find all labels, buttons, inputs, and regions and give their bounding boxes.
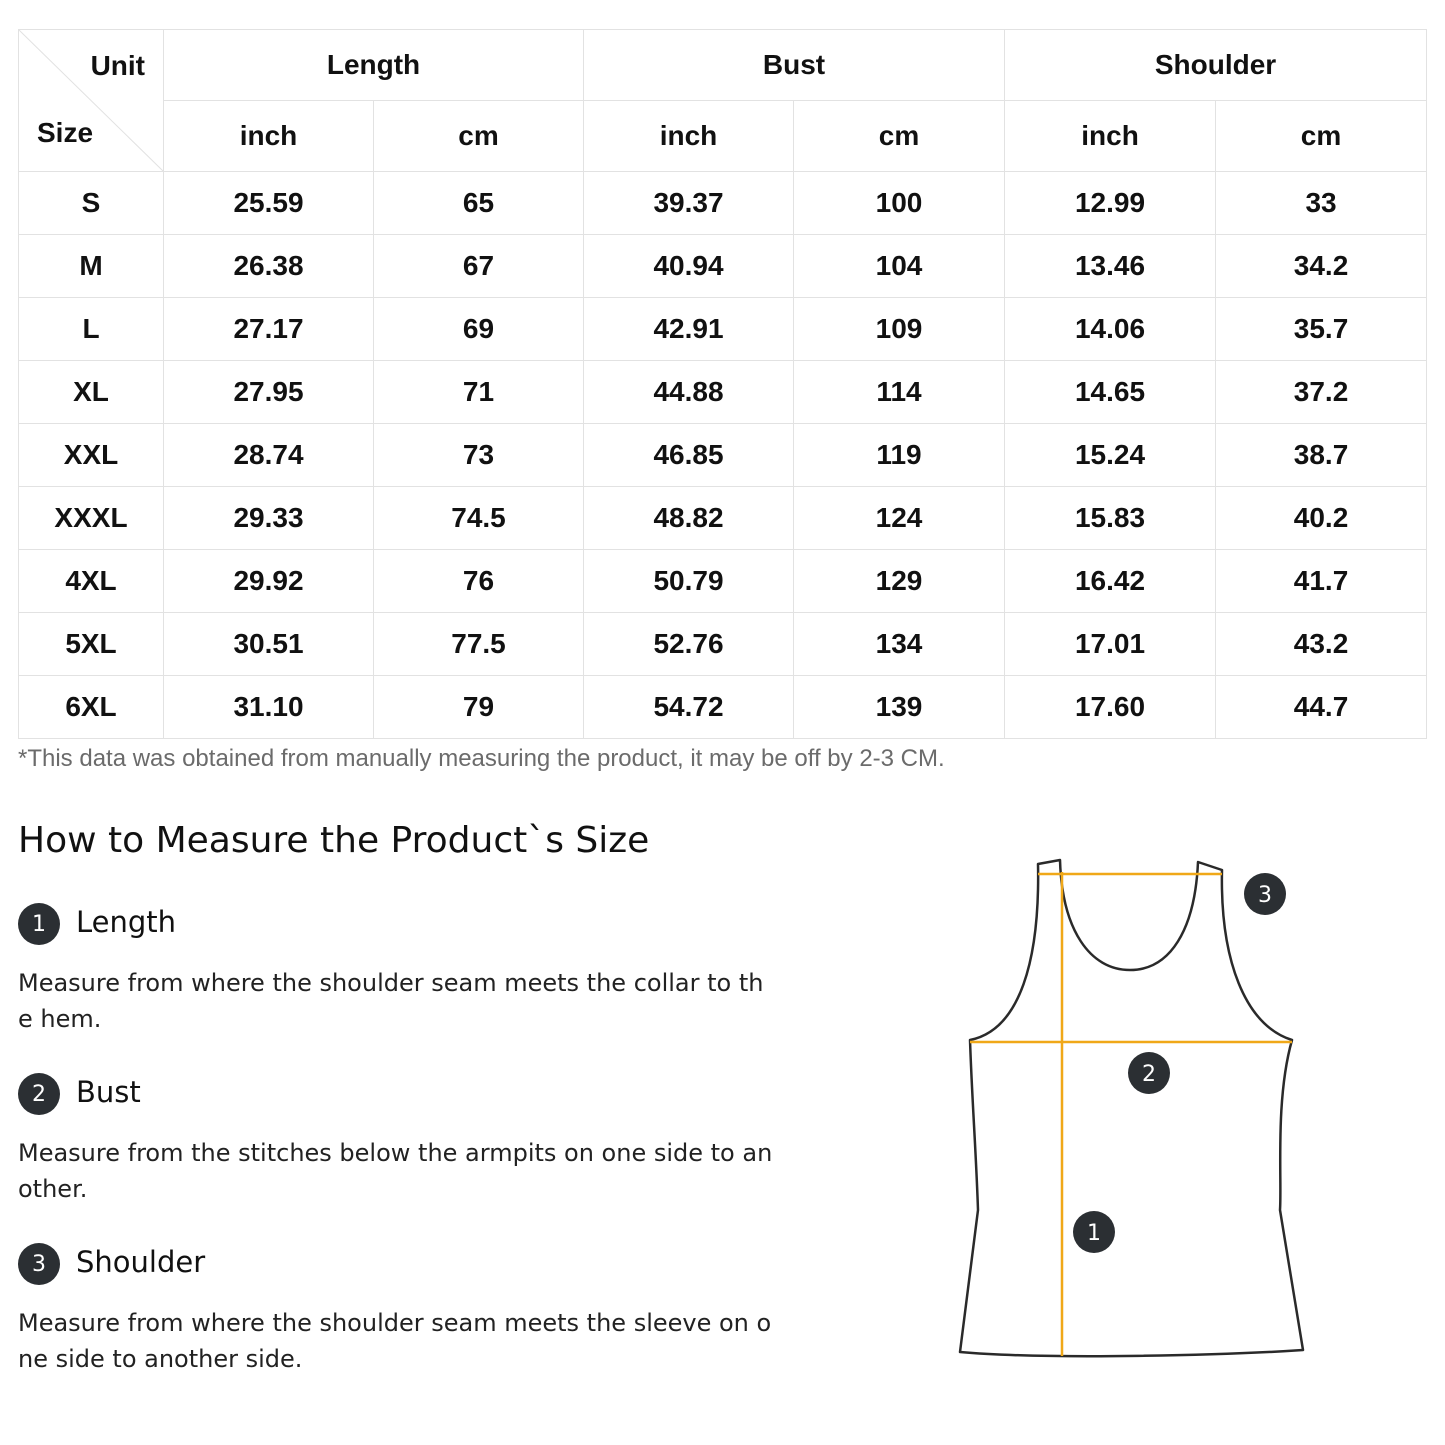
value-cell: 31.10 <box>164 676 374 739</box>
value-cell: 16.42 <box>1005 550 1216 613</box>
value-cell: 65 <box>374 172 584 235</box>
size-cell: 4XL <box>19 550 164 613</box>
table-row <box>19 424 1427 487</box>
step-title: Length <box>76 905 177 939</box>
value-cell: 52.76 <box>584 613 794 676</box>
value-cell: 77.5 <box>374 613 584 676</box>
value-cell: 30.51 <box>164 613 374 676</box>
value-cell: 17.60 <box>1005 676 1216 739</box>
corner-size-label: Size <box>37 117 94 148</box>
value-cell: 100 <box>794 172 1005 235</box>
svg-text:1: 1 <box>1087 1221 1101 1246</box>
value-cell: 15.83 <box>1005 487 1216 550</box>
value-cell: 44.7 <box>1216 676 1427 739</box>
unit-header: inch <box>584 101 794 172</box>
value-cell: 27.95 <box>164 361 374 424</box>
unit-header: cm <box>374 101 584 172</box>
value-cell: 41.7 <box>1216 550 1427 613</box>
measurement-disclaimer: *This data was obtained from manually measuring the product, it may be off by 2-3 CM. <box>18 745 945 772</box>
step-description: Measure from where the shoulder seam meets the collar to the hem. <box>18 969 764 1033</box>
value-cell: 114 <box>794 361 1005 424</box>
value-cell: 29.92 <box>164 550 374 613</box>
value-cell: 33 <box>1216 172 1427 235</box>
table-row <box>19 487 1427 550</box>
size-cell: 5XL <box>19 613 164 676</box>
value-cell: 34.2 <box>1216 235 1427 298</box>
size-cell: XXL <box>19 424 164 487</box>
value-cell: 28.74 <box>164 424 374 487</box>
value-cell: 35.7 <box>1216 298 1427 361</box>
value-cell: 79 <box>374 676 584 739</box>
value-cell: 134 <box>794 613 1005 676</box>
value-cell: 40.2 <box>1216 487 1427 550</box>
marker-3-badge <box>1244 873 1286 915</box>
size-cell: XXXL <box>19 487 164 550</box>
value-cell: 71 <box>374 361 584 424</box>
value-cell: 74.5 <box>374 487 584 550</box>
table-row <box>19 550 1427 613</box>
value-cell: 14.65 <box>1005 361 1216 424</box>
table-row <box>19 298 1427 361</box>
size-cell: L <box>19 298 164 361</box>
value-cell: 104 <box>794 235 1005 298</box>
value-cell: 26.38 <box>164 235 374 298</box>
value-cell: 54.72 <box>584 676 794 739</box>
value-cell: 39.37 <box>584 172 794 235</box>
value-cell: 76 <box>374 550 584 613</box>
value-cell: 109 <box>794 298 1005 361</box>
value-cell: 46.85 <box>584 424 794 487</box>
unit-header: inch <box>1005 101 1216 172</box>
corner-header-cell <box>19 30 164 172</box>
unit-header: cm <box>1216 101 1427 172</box>
value-cell: 38.7 <box>1216 424 1427 487</box>
value-cell: 48.82 <box>584 487 794 550</box>
value-cell: 15.24 <box>1005 424 1216 487</box>
value-cell: 73 <box>374 424 584 487</box>
group-header-shoulder: Shoulder <box>1005 30 1427 101</box>
value-cell: 17.01 <box>1005 613 1216 676</box>
tank-top-measure-diagram <box>930 850 1330 1370</box>
value-cell: 44.88 <box>584 361 794 424</box>
step-title: Shoulder <box>76 1245 206 1279</box>
table-row <box>19 235 1427 298</box>
table-row <box>19 361 1427 424</box>
size-chart-table <box>18 29 1427 739</box>
size-cell: M <box>19 235 164 298</box>
table-row <box>19 613 1427 676</box>
step-number-badge: 3 <box>18 1243 60 1285</box>
step-description: Measure from the stitches below the armpits on one side to another. <box>18 1139 773 1203</box>
group-header-length: Length <box>164 30 584 101</box>
value-cell: 139 <box>794 676 1005 739</box>
value-cell: 25.59 <box>164 172 374 235</box>
value-cell: 69 <box>374 298 584 361</box>
table-row <box>19 172 1427 235</box>
table-row <box>19 676 1427 739</box>
unit-header: inch <box>164 101 374 172</box>
value-cell: 50.79 <box>584 550 794 613</box>
svg-text:2: 2 <box>1142 1062 1156 1087</box>
marker-1-badge <box>1073 1211 1115 1253</box>
size-cell: S <box>19 172 164 235</box>
value-cell: 43.2 <box>1216 613 1427 676</box>
step-title: Bust <box>76 1075 141 1109</box>
value-cell: 40.94 <box>584 235 794 298</box>
step-number-badge: 1 <box>18 903 60 945</box>
value-cell: 67 <box>374 235 584 298</box>
group-header-bust: Bust <box>584 30 1005 101</box>
unit-header: cm <box>794 101 1005 172</box>
value-cell: 13.46 <box>1005 235 1216 298</box>
value-cell: 12.99 <box>1005 172 1216 235</box>
value-cell: 119 <box>794 424 1005 487</box>
value-cell: 29.33 <box>164 487 374 550</box>
corner-unit-label: Unit <box>90 50 145 81</box>
size-cell: XL <box>19 361 164 424</box>
value-cell: 124 <box>794 487 1005 550</box>
step-number-badge: 2 <box>18 1073 60 1115</box>
measure-guide-heading: How to Measure the Product`s Size <box>18 820 650 861</box>
value-cell: 129 <box>794 550 1005 613</box>
svg-text:3: 3 <box>1258 883 1272 908</box>
size-cell: 6XL <box>19 676 164 739</box>
tank-top-outline <box>960 860 1303 1356</box>
value-cell: 37.2 <box>1216 361 1427 424</box>
step-description: Measure from where the shoulder seam meets the sleeve on one side to another side. <box>18 1309 772 1373</box>
value-cell: 14.06 <box>1005 298 1216 361</box>
marker-2-badge <box>1128 1052 1170 1094</box>
value-cell: 42.91 <box>584 298 794 361</box>
value-cell: 27.17 <box>164 298 374 361</box>
